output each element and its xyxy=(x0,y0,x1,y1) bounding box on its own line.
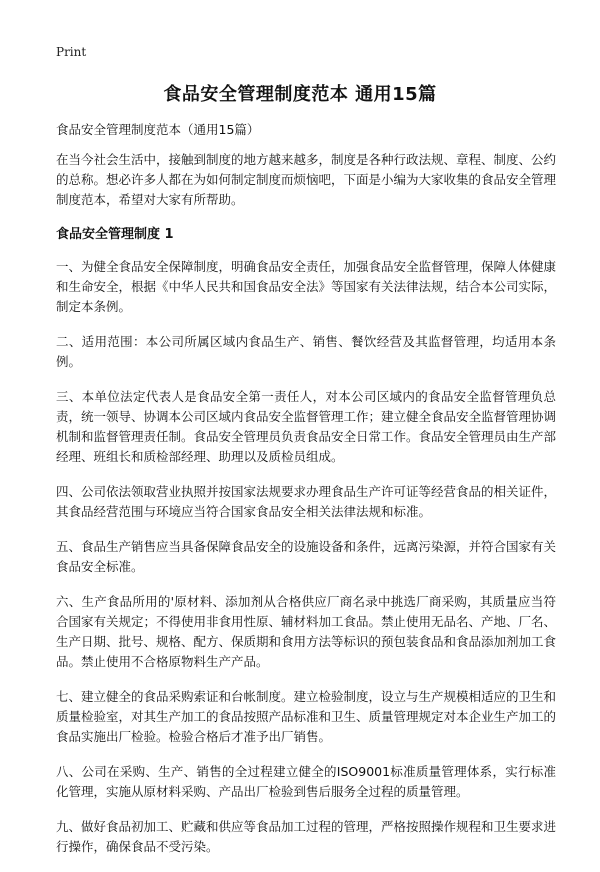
section-heading: 食品安全管理制度 1 xyxy=(56,227,174,242)
paragraph: 三、本单位法定代表人是食品安全第一责任人，对本公司区域内的食品安全监督管理负总责，统一领导、协调本公司区域内食品安全监督管理工作；建立健全食品安全监督管理协调机制和监督管理责任制。食品安全管理员负责食品安全日常工作。食品安全管理员由生产部经理、班组长和质检部经理、助理以及质检员组成。 xyxy=(56,389,557,464)
paragraph: 七、建立健全的食品采购索证和台帐制度。建立检验制度，设立与生产规模相适应的卫生和质量检验室，对其生产加工的食品按照产品标准和卫生、质量管理规定对本企业生产加工的食品实施出厂检验。检验合格后才准予出厂销售。 xyxy=(56,689,557,744)
paragraph: 四、公司依法领取营业执照并按国家法规要求办理食品生产许可证等经营食品的相关证件，其食品经营范围与环境应当符合国家食品安全相关法律法规和标准。 xyxy=(56,484,557,519)
document-body xyxy=(56,150,556,872)
paragraph: 五、食品生产销售应当具备保障食品安全的设施设备和条件，远离污染源，并符合国家有关食品安全标准。 xyxy=(56,539,557,574)
paragraph: 二、适用范围：本公司所属区域内食品生产、销售、餐饮经营及其监督管理，均适用本条例。 xyxy=(56,334,556,369)
paragraph: 六、生产食品所用的'原材料、添加剂从合格供应厂商名录中挑选厂商采购，其质量应当符合国家有关规定；不得使用非食用性原、辅材料加工食品。禁止使用无品名、产地、厂名、生产日期、批号、规格、配方、保质期和食用方法等标识的预包装食品和食品添加剂加工食品。禁止使用不合格原物料生产产品。 xyxy=(56,594,557,669)
intro-paragraph: 在当今社会生活中，接触到制度的地方越来越多，制度是各种行政法规、章程、制度、公约的总称。想必许多人都在为如何制定制度而烦恼吧，下面是小编为大家收集的食品安全管理制度范本，希望对大家有所帮助。 xyxy=(56,152,557,207)
document-subtitle: 食品安全管理制度范本（通用15篇） xyxy=(56,122,260,137)
print-label: Print xyxy=(56,45,87,59)
document-title: 食品安全管理制度范本 通用15篇 xyxy=(163,84,437,105)
paragraph: 八、公司在采购、生产、销售的全过程建立健全的ISO9001标准质量管理体系，实行标准化管理，实施从原材料采购、产品出厂检验到售后服务全过程的质量管理。 xyxy=(56,764,556,799)
paragraph: 九、做好食品初加工、贮藏和供应等食品加工过程的管理，严格按照操作规程和卫生要求进行操作，确保食品不受污染。 xyxy=(56,819,557,854)
paragraph: 一、为健全食品安全保障制度，明确食品安全责任，加强食品安全监督管理，保障人体健康和生命安全，根据《中华人民共和国食品安全法》等国家有关法律法规，结合本公司实际，制定本条例。 xyxy=(56,259,557,314)
